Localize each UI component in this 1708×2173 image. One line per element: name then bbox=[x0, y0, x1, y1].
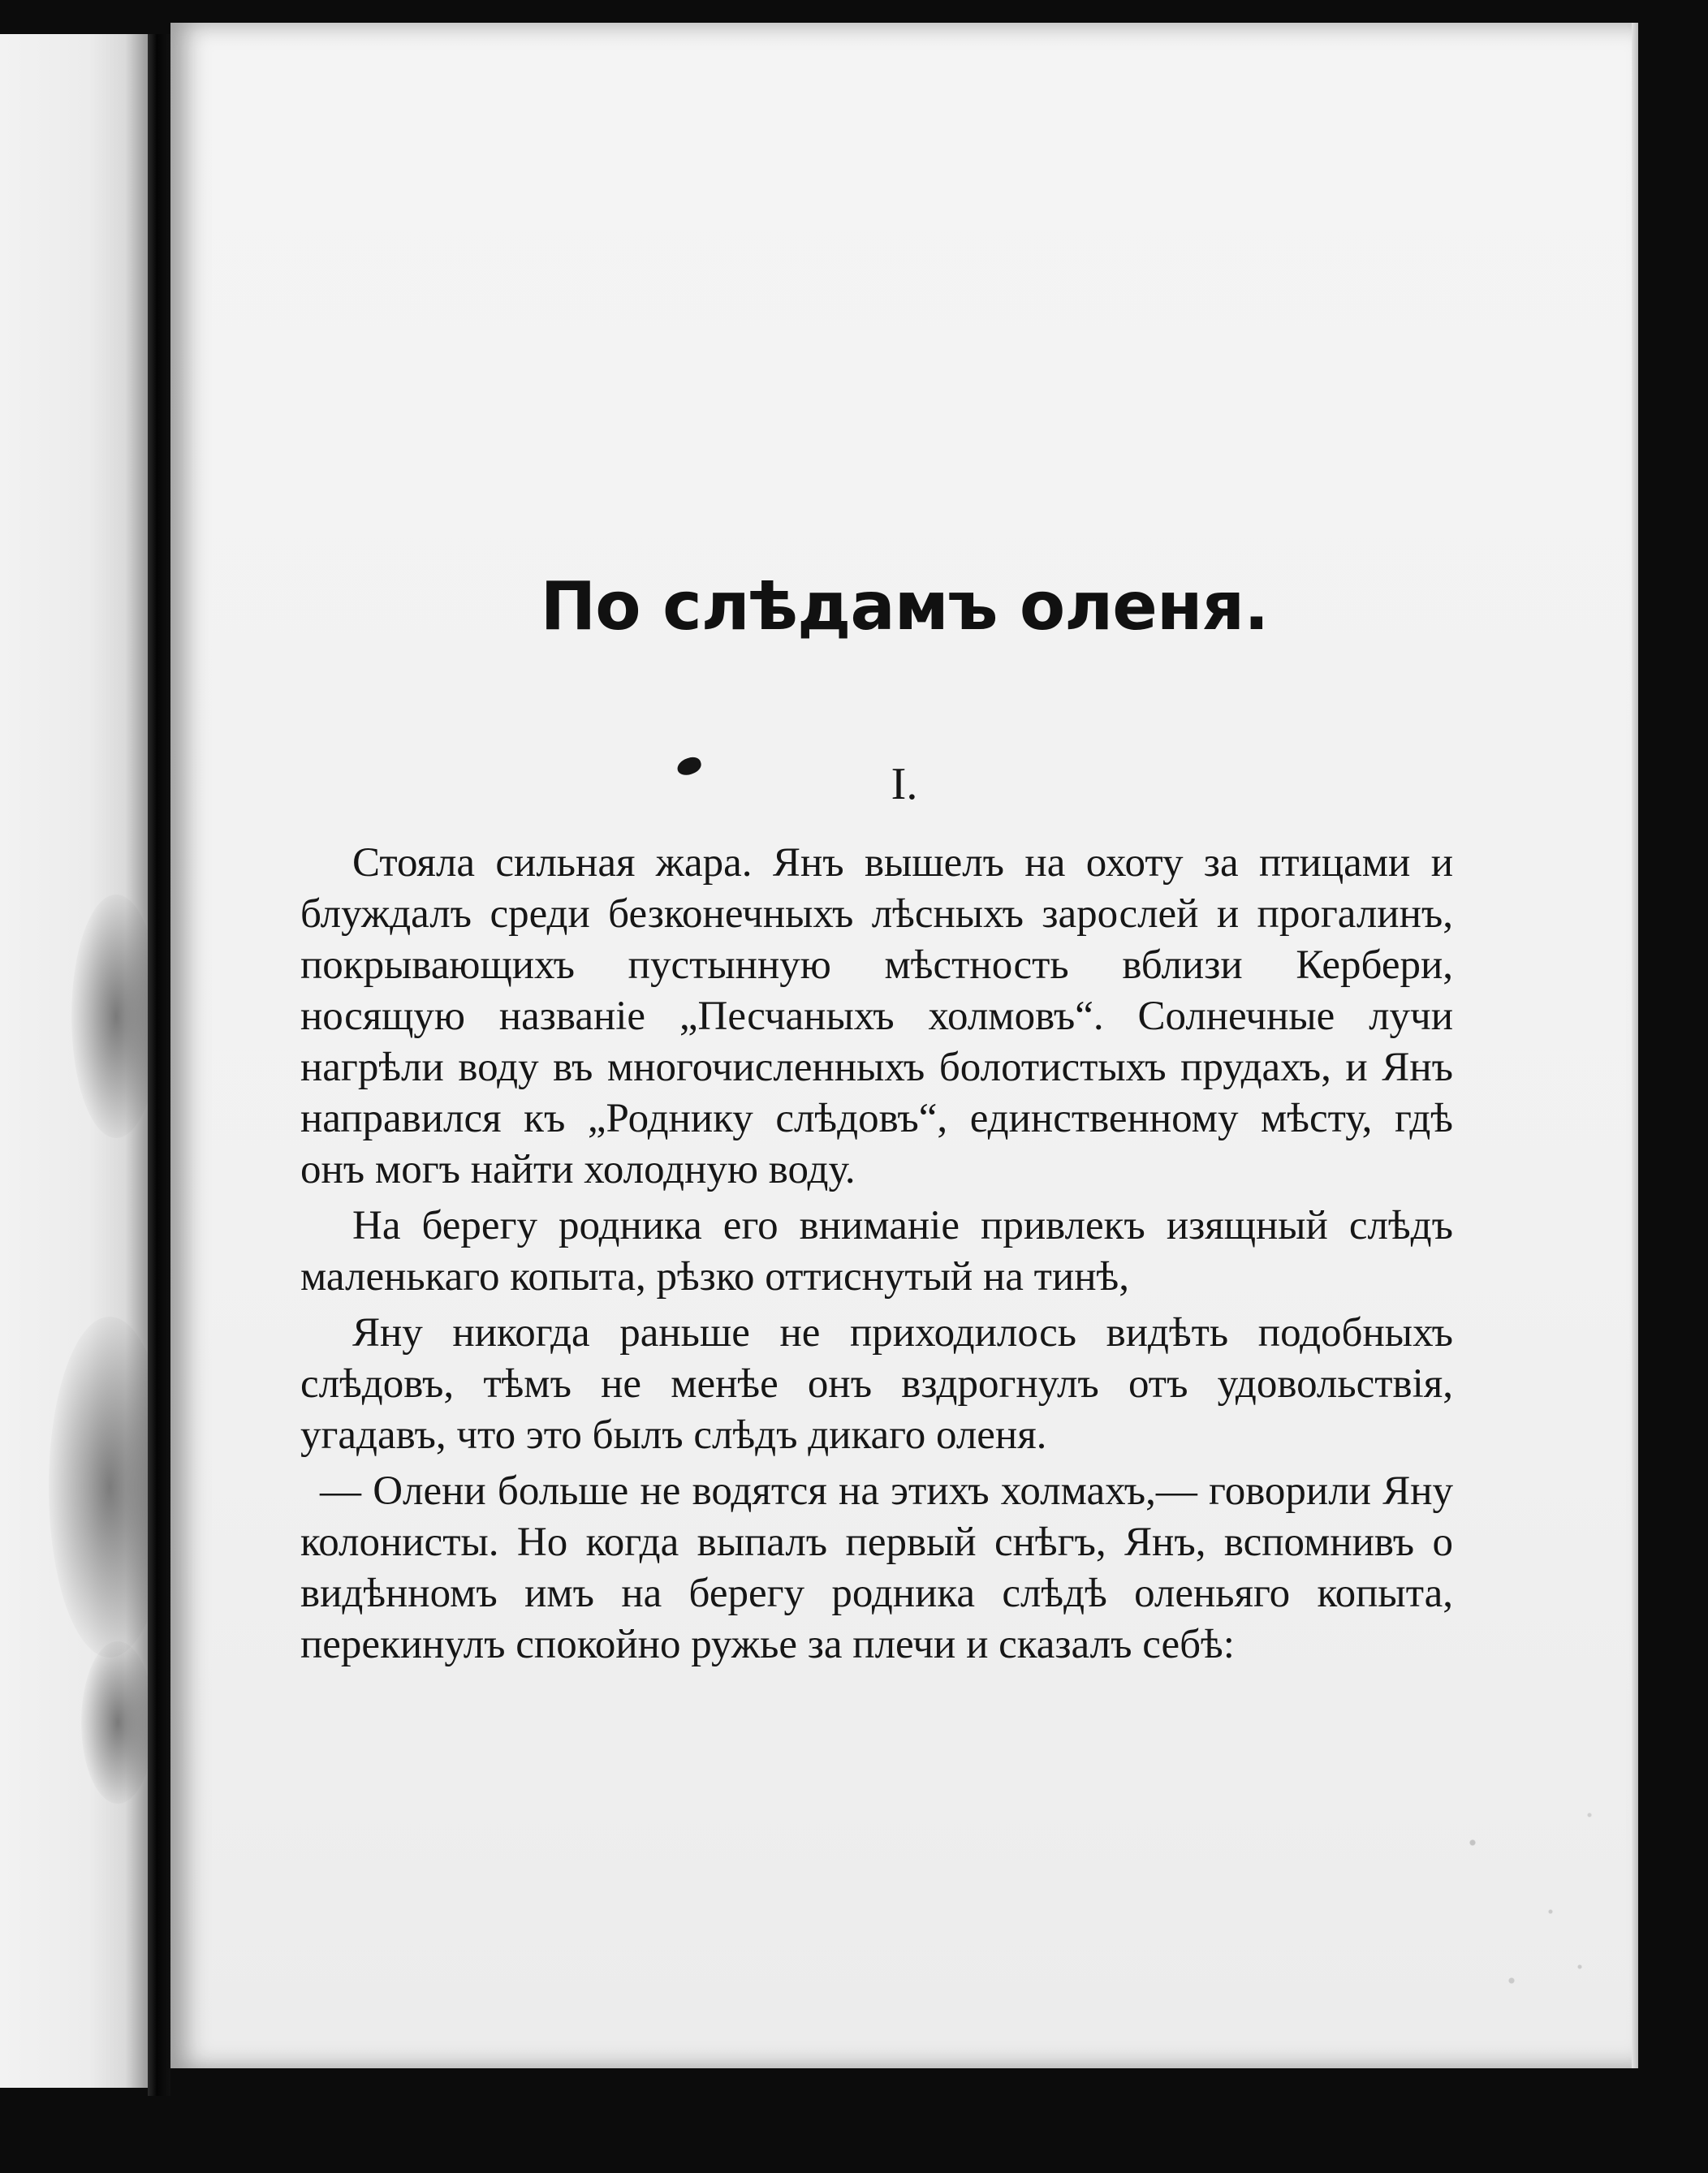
paragraph: — Олени больше не водятся на этихъ холмахъ,— говорили Яну колонисты. Но когда выпалъ первый снѣгъ, Янъ, вспомнивъ о видѣнномъ имъ на берегу родника слѣдѣ оленьяго копыта, перекинулъ спокойно ружье за плечи и сказалъ себѣ: bbox=[300, 1468, 1453, 1667]
facing-page bbox=[0, 34, 148, 2088]
paragraph: На берегу родника его вниманіе привлекъ изящный слѣдъ маленькаго копыта, рѣзко оттиснутый на тинѣ, bbox=[300, 1203, 1453, 1300]
paragraph: Яну никогда раньше не приходилось видѣть подобныхъ слѣдовъ, тѣмъ не менѣе онъ вздрогнулъ отъ удовольствія, угадавъ, что это былъ слѣдъ дикаго оленя. bbox=[300, 1310, 1453, 1458]
page-title: По слѣдамъ оленя. bbox=[540, 568, 1269, 645]
book-spine-gutter bbox=[148, 34, 170, 2096]
paper-speckles bbox=[1434, 1760, 1628, 2036]
section-number: I. bbox=[891, 759, 918, 809]
ink-smudge bbox=[81, 1641, 154, 1804]
book-page bbox=[170, 23, 1638, 2068]
body-text bbox=[300, 838, 1453, 1675]
page-edge bbox=[1632, 23, 1638, 2068]
paragraph: Стояла сильная жара. Янъ вышелъ на охоту за птицами и блуждалъ среди безконечныхъ лѣсныхъ зарослей и прогалинъ, покрывающихъ пустынную мѣстность вблизи Кербери, носящую названіе „Песчаныхъ холмовъ“. Солнечные лучи нагрѣли воду въ многочисленныхъ болотистыхъ прудахъ, и Янъ направился къ „Роднику слѣдовъ“, единственному мѣсту, гдѣ онъ могъ найти холодную воду. bbox=[300, 840, 1453, 1192]
